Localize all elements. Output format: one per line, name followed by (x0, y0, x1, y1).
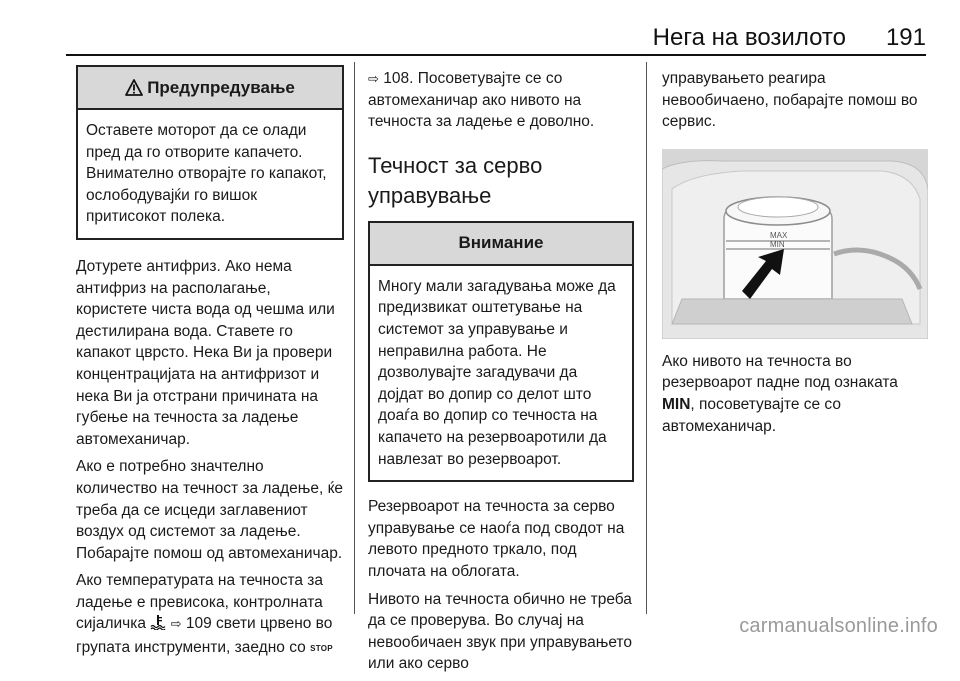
caution-box (368, 221, 634, 482)
paragraph (368, 68, 634, 133)
page-reference-arrow-icon: ⇨ (170, 616, 182, 632)
figure-label-min: MIN (770, 239, 785, 249)
column-3 (662, 62, 928, 443)
paragraph-text: , посоветувајте се со автомеханичар. (662, 395, 841, 435)
warning-box-title-text: Предупредување (147, 77, 295, 97)
page-reference-arrow-icon: ⇨ (368, 71, 379, 86)
warning-box-body: Оставете моторот да се олади пред да го отворите капачето. Внимателно отворајте го капакот, ослободувајќи го вишок притисокот полека. (86, 122, 327, 226)
column-1 (76, 62, 344, 666)
column-2 (368, 62, 634, 681)
page-number: 191 (885, 24, 926, 51)
paragraph (76, 570, 344, 659)
paragraph-text: свети црвено во групата инструменти, заедно со (76, 615, 333, 657)
min-mark-label: MIN (662, 395, 691, 413)
paragraph-text: Ако нивото на течноста во резервоарот падне под ознаката (662, 352, 898, 392)
column-divider-2 (646, 62, 647, 614)
paragraph-text: Ако температурата на течноста за ладење е превисока, контролната сијаличка (76, 572, 324, 633)
header-title: Нега на возилото (652, 24, 846, 51)
warning-box (76, 65, 344, 240)
paragraph (662, 351, 928, 437)
reservoir-figure (662, 149, 928, 339)
section-heading: Течност за серво управување (368, 152, 543, 208)
stop-symbol-icon: STOP (310, 644, 333, 654)
warning-box-title (78, 67, 342, 110)
paragraph-text: . Посоветувајте се со автомеханичар ако нивото на течноста за ладење е доволно. (368, 70, 595, 131)
page-reference[interactable]: 108 (383, 70, 410, 87)
coolant-temperature-icon (150, 614, 166, 637)
paragraph: Резервоарот на течноста за серво управување се наоѓа под сводот на левото предното тркало, под плочата на облогата. (368, 498, 625, 580)
caution-box-body: Многу мали загадувања може да предизвикат оштетување на системот за управување и неправилна работа. Не дозволувајте загадувачи да дојдат во допир со делот што доаѓа во допир со течноста на капачето на резервоаротили да навлезат во резервоарот. (378, 277, 616, 468)
page-reference[interactable]: 109 (185, 615, 212, 633)
figure-label-max: MAX (770, 230, 788, 240)
caution-box-title: Внимание (370, 223, 632, 266)
watermark: carmanualsonline.info (739, 615, 938, 637)
paragraph: Ако е потребно значтелно количество на течност за ладење, ќе треба да се исцеди заглавениот воздух од системот за ладење. Побарајте помош од автомеханичар. (76, 458, 343, 562)
page-header (0, 0, 960, 62)
header-rule (66, 54, 926, 56)
paragraph: управувањето реагира невообичаено, побарајте помош во сервис. (662, 70, 918, 131)
paragraph: Нивото на течноста обично не треба да се проверува. Во случај на невообичаен звук при управувањето или ако серво (368, 590, 632, 673)
paragraph: Дотурете антифриз. Ако нема антифриз на располагање, користете чиста вода од чешма или дестилирана вода. Ставете го капакот цврсто. Нека Ви ја провери концентрацијата на антифризот и нека Ви ја отстрани причината на губење на течноста за ладење автомеханичар. (76, 257, 335, 448)
column-divider-1 (354, 62, 355, 614)
warning-triangle-icon (125, 79, 143, 96)
